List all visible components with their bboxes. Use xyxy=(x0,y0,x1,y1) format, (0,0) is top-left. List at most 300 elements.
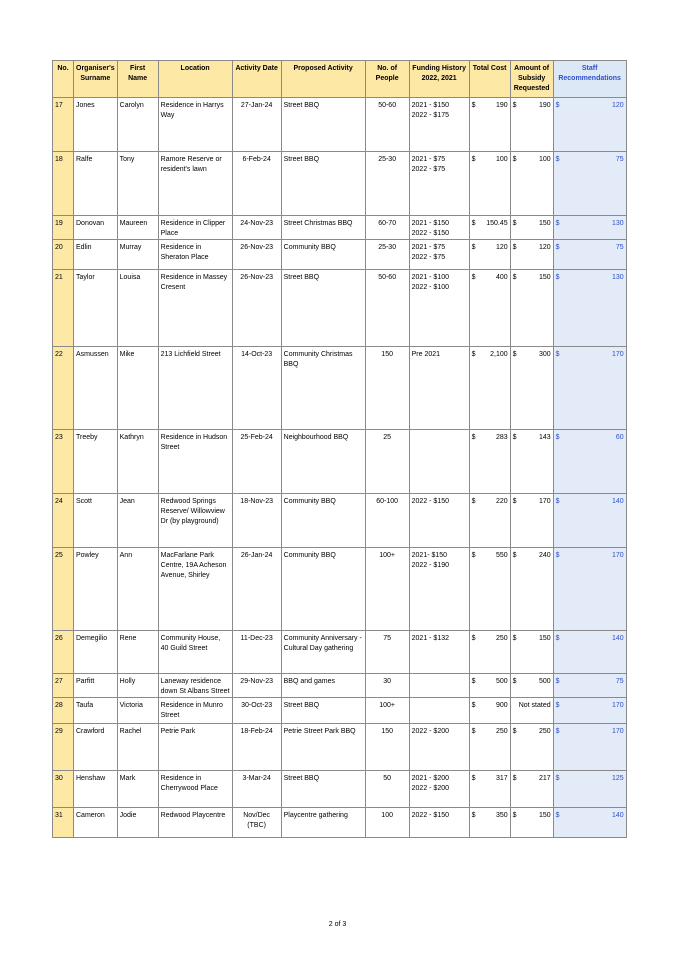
cell-activity-date: 14-Oct-23 xyxy=(232,347,281,430)
cell-total-cost xyxy=(469,674,510,698)
cell-no: 25 xyxy=(53,548,74,631)
table-row xyxy=(53,808,627,838)
total-cost-value: 317 xyxy=(495,775,508,782)
funding-history-line: 2021 - $132 xyxy=(411,635,450,642)
table-body xyxy=(53,98,627,838)
cell-staff-recommendation xyxy=(553,771,626,808)
cell-first-name: Kathryn xyxy=(117,430,158,494)
cell-funding-history xyxy=(409,430,469,494)
cell-people: 50-60 xyxy=(365,98,409,152)
currency-symbol: $ xyxy=(555,702,560,709)
currency-symbol: $ xyxy=(471,552,476,559)
funding-history-line: 2021 - $100 xyxy=(411,274,450,281)
staff-value: 170 xyxy=(611,351,624,358)
staff-value: 170 xyxy=(611,728,624,735)
cell-location: Residence in Massey Cresent xyxy=(158,270,232,347)
cell-total-cost xyxy=(469,631,510,674)
cell-surname: Asmussen xyxy=(74,347,118,430)
cell-activity-date: 26-Nov-23 xyxy=(232,240,281,270)
cell-first-name: Maureen xyxy=(117,216,158,240)
cell-activity-date: 26-Nov-23 xyxy=(232,270,281,347)
staff-value: 120 xyxy=(611,102,624,109)
subsidy-value: Not stated xyxy=(518,702,551,709)
cell-surname: Henshaw xyxy=(74,771,118,808)
currency-symbol: $ xyxy=(471,244,476,251)
cell-people: 25-30 xyxy=(365,240,409,270)
cell-location: Redwood Playcentre xyxy=(158,808,232,838)
cell-staff-recommendation xyxy=(553,98,626,152)
cell-funding-history xyxy=(409,98,469,152)
cell-proposed-activity: Community Anniversary - Cultural Day gathering xyxy=(281,631,365,674)
funding-history-line: 2021 - $75 xyxy=(411,244,446,251)
funding-history-line: 2022 - $200 xyxy=(411,728,450,735)
cell-activity-date: Nov/Dec (TBC) xyxy=(232,808,281,838)
cell-proposed-activity: Petrie Street Park BBQ xyxy=(281,724,365,771)
cell-funding-history xyxy=(409,347,469,430)
cell-activity-date: 18-Nov-23 xyxy=(232,494,281,548)
table-row xyxy=(53,548,627,631)
cell-no: 27 xyxy=(53,674,74,698)
currency-symbol: $ xyxy=(555,678,560,685)
subsidy-value: 150 xyxy=(538,812,551,819)
cell-location: Residence in Clipper Place xyxy=(158,216,232,240)
cell-total-cost xyxy=(469,698,510,724)
cell-location: Residence in Harrys Way xyxy=(158,98,232,152)
currency-symbol: $ xyxy=(512,351,517,358)
cell-activity-date: 11-Dec-23 xyxy=(232,631,281,674)
total-cost-value: 100 xyxy=(495,156,508,163)
staff-value: 130 xyxy=(611,220,624,227)
table-row xyxy=(53,674,627,698)
cell-proposed-activity: Street BBQ xyxy=(281,98,365,152)
currency-symbol: $ xyxy=(471,274,476,281)
cell-subsidy xyxy=(510,152,553,216)
cell-first-name: Jean xyxy=(117,494,158,548)
table-row xyxy=(53,698,627,724)
staff-value: 170 xyxy=(611,702,624,709)
cell-people: 60-70 xyxy=(365,216,409,240)
funding-table xyxy=(52,60,627,838)
staff-value: 140 xyxy=(611,812,624,819)
currency-symbol: $ xyxy=(471,775,476,782)
cell-no: 26 xyxy=(53,631,74,674)
table-row xyxy=(53,152,627,216)
cell-subsidy xyxy=(510,98,553,152)
cell-no: 23 xyxy=(53,430,74,494)
funding-history-line: 2022 - $190 xyxy=(411,562,450,569)
cell-proposed-activity: Street BBQ xyxy=(281,698,365,724)
header-row xyxy=(53,61,627,98)
cell-first-name: Mark xyxy=(117,771,158,808)
currency-symbol: $ xyxy=(471,498,476,505)
cell-people: 50 xyxy=(365,771,409,808)
cell-people: 50-60 xyxy=(365,270,409,347)
total-cost-value: 500 xyxy=(495,678,508,685)
currency-symbol: $ xyxy=(512,220,517,227)
cell-funding-history xyxy=(409,216,469,240)
staff-value: 75 xyxy=(615,678,624,685)
cell-subsidy xyxy=(510,674,553,698)
staff-value: 60 xyxy=(615,434,624,441)
cell-surname: Cameron xyxy=(74,808,118,838)
cell-staff-recommendation xyxy=(553,347,626,430)
cell-people: 100+ xyxy=(365,698,409,724)
currency-symbol: $ xyxy=(555,102,560,109)
currency-symbol: $ xyxy=(512,498,517,505)
funding-history-line: 2022 - $150 xyxy=(411,498,450,505)
cell-staff-recommendation xyxy=(553,240,626,270)
col-header-subsidy: Amount of Subsidy Requested xyxy=(510,61,553,98)
col-header-total-cost: Total Cost xyxy=(469,61,510,98)
total-cost-value: 400 xyxy=(495,274,508,281)
funding-history-line: Pre 2021 xyxy=(411,351,441,358)
cell-total-cost xyxy=(469,724,510,771)
cell-people: 30 xyxy=(365,674,409,698)
cell-total-cost xyxy=(469,152,510,216)
cell-total-cost xyxy=(469,494,510,548)
col-header-funding-history: Funding History 2022, 2021 xyxy=(409,61,469,98)
staff-value: 75 xyxy=(615,244,624,251)
cell-subsidy xyxy=(510,270,553,347)
cell-total-cost xyxy=(469,270,510,347)
cell-people: 75 xyxy=(365,631,409,674)
cell-activity-date: 6-Feb-24 xyxy=(232,152,281,216)
currency-symbol: $ xyxy=(512,244,517,251)
cell-total-cost xyxy=(469,771,510,808)
cell-subsidy xyxy=(510,240,553,270)
currency-symbol: $ xyxy=(471,102,476,109)
cell-location: Redwood Springs Reserve/ Willowview Dr (by playground) xyxy=(158,494,232,548)
cell-location: Residence in Munro Street xyxy=(158,698,232,724)
cell-activity-date: 24-Nov-23 xyxy=(232,216,281,240)
col-header-staff: Staff Recommendations xyxy=(553,61,626,98)
cell-proposed-activity: Community BBQ xyxy=(281,240,365,270)
table-row xyxy=(53,430,627,494)
cell-location: Residence in Sheraton Place xyxy=(158,240,232,270)
cell-subsidy xyxy=(510,698,553,724)
cell-activity-date: 26-Jan-24 xyxy=(232,548,281,631)
subsidy-value: 300 xyxy=(538,351,551,358)
cell-surname: Ralfe xyxy=(74,152,118,216)
cell-subsidy xyxy=(510,548,553,631)
currency-symbol: $ xyxy=(512,434,517,441)
total-cost-value: 220 xyxy=(495,498,508,505)
cell-proposed-activity: Community Christmas BBQ xyxy=(281,347,365,430)
cell-first-name: Jodie xyxy=(117,808,158,838)
subsidy-value: 170 xyxy=(538,498,551,505)
currency-symbol: $ xyxy=(512,728,517,735)
table-row xyxy=(53,631,627,674)
subsidy-value: 240 xyxy=(538,552,551,559)
currency-symbol: $ xyxy=(512,552,517,559)
funding-history-line: 2021- $150 xyxy=(411,552,448,559)
cell-people: 25-30 xyxy=(365,152,409,216)
cell-proposed-activity: BBQ and games xyxy=(281,674,365,698)
cell-total-cost xyxy=(469,216,510,240)
cell-first-name: Murray xyxy=(117,240,158,270)
funding-history-line: 2022 - $175 xyxy=(411,112,450,119)
currency-symbol: $ xyxy=(555,274,560,281)
table-row xyxy=(53,270,627,347)
currency-symbol: $ xyxy=(512,812,517,819)
cell-staff-recommendation xyxy=(553,698,626,724)
cell-total-cost xyxy=(469,430,510,494)
currency-symbol: $ xyxy=(471,220,476,227)
subsidy-value: 500 xyxy=(538,678,551,685)
cell-no: 20 xyxy=(53,240,74,270)
cell-no: 24 xyxy=(53,494,74,548)
cell-people: 60-100 xyxy=(365,494,409,548)
cell-surname: Crawford xyxy=(74,724,118,771)
cell-staff-recommendation xyxy=(553,430,626,494)
cell-first-name: Victoria xyxy=(117,698,158,724)
staff-value: 125 xyxy=(611,775,624,782)
cell-location: Residence in Hudson Street xyxy=(158,430,232,494)
total-cost-value: 283 xyxy=(495,434,508,441)
cell-no: 22 xyxy=(53,347,74,430)
cell-surname: Demegilio xyxy=(74,631,118,674)
cell-subsidy xyxy=(510,808,553,838)
cell-no: 31 xyxy=(53,808,74,838)
cell-surname: Jones xyxy=(74,98,118,152)
cell-location: Petrie Park xyxy=(158,724,232,771)
funding-history-line: 2021 - $150 xyxy=(411,102,450,109)
cell-location: 213 Lichfield Street xyxy=(158,347,232,430)
table-row xyxy=(53,240,627,270)
currency-symbol: $ xyxy=(555,244,560,251)
subsidy-value: 100 xyxy=(538,156,551,163)
subsidy-value: 143 xyxy=(538,434,551,441)
cell-staff-recommendation xyxy=(553,808,626,838)
cell-no: 17 xyxy=(53,98,74,152)
cell-total-cost xyxy=(469,98,510,152)
currency-symbol: $ xyxy=(471,434,476,441)
total-cost-value: 190 xyxy=(495,102,508,109)
staff-value: 130 xyxy=(611,274,624,281)
cell-proposed-activity: Community BBQ xyxy=(281,548,365,631)
currency-symbol: $ xyxy=(471,702,476,709)
cell-subsidy xyxy=(510,771,553,808)
cell-proposed-activity: Street BBQ xyxy=(281,270,365,347)
funding-history-line: 2022 - $150 xyxy=(411,812,450,819)
cell-location: MacFarlane Park Centre, 19A Acheson Avenue, Shirley xyxy=(158,548,232,631)
cell-total-cost xyxy=(469,347,510,430)
cell-first-name: Tony xyxy=(117,152,158,216)
cell-surname: Parfitt xyxy=(74,674,118,698)
cell-location: Community House, 40 Guild Street xyxy=(158,631,232,674)
cell-funding-history xyxy=(409,808,469,838)
cell-people: 100 xyxy=(365,808,409,838)
cell-staff-recommendation xyxy=(553,724,626,771)
currency-symbol: $ xyxy=(555,728,560,735)
cell-first-name: Carolyn xyxy=(117,98,158,152)
cell-location: Residence in Cherrywood Place xyxy=(158,771,232,808)
table-row xyxy=(53,494,627,548)
cell-subsidy xyxy=(510,216,553,240)
table-row xyxy=(53,347,627,430)
col-header-surname: Organiser's Surname xyxy=(74,61,118,98)
cell-staff-recommendation xyxy=(553,152,626,216)
currency-symbol: $ xyxy=(512,156,517,163)
subsidy-value: 150 xyxy=(538,635,551,642)
funding-history-line: 2022 - $150 xyxy=(411,230,450,237)
cell-subsidy xyxy=(510,430,553,494)
currency-symbol: $ xyxy=(512,635,517,642)
cell-proposed-activity: Street BBQ xyxy=(281,771,365,808)
currency-symbol: $ xyxy=(555,498,560,505)
cell-first-name: Holly xyxy=(117,674,158,698)
cell-people: 25 xyxy=(365,430,409,494)
funding-history-line: 2022 - $75 xyxy=(411,166,446,173)
col-header-activity-date: Activity Date xyxy=(232,61,281,98)
col-header-proposed-activity: Proposed Activity xyxy=(281,61,365,98)
cell-proposed-activity: Community BBQ xyxy=(281,494,365,548)
cell-staff-recommendation xyxy=(553,494,626,548)
currency-symbol: $ xyxy=(555,351,560,358)
cell-funding-history xyxy=(409,494,469,548)
staff-value: 140 xyxy=(611,498,624,505)
col-header-location: Location xyxy=(158,61,232,98)
cell-proposed-activity: Playcentre gathering xyxy=(281,808,365,838)
cell-activity-date: 29-Nov-23 xyxy=(232,674,281,698)
funding-history-line: 2021 - $200 xyxy=(411,775,450,782)
cell-proposed-activity: Neighbourhood BBQ xyxy=(281,430,365,494)
page-number: 2 of 3 xyxy=(328,921,347,928)
currency-symbol: $ xyxy=(471,351,476,358)
cell-first-name: Ann xyxy=(117,548,158,631)
cell-subsidy xyxy=(510,631,553,674)
cell-first-name: Rachel xyxy=(117,724,158,771)
cell-people: 150 xyxy=(365,724,409,771)
funding-history-line: 2022 - $100 xyxy=(411,284,450,291)
cell-surname: Edlin xyxy=(74,240,118,270)
currency-symbol: $ xyxy=(555,220,560,227)
cell-first-name: Rene xyxy=(117,631,158,674)
cell-first-name: Mike xyxy=(117,347,158,430)
subsidy-value: 217 xyxy=(538,775,551,782)
currency-symbol: $ xyxy=(471,812,476,819)
currency-symbol: $ xyxy=(555,156,560,163)
cell-staff-recommendation xyxy=(553,631,626,674)
cell-location: Ramore Reserve or resident's lawn xyxy=(158,152,232,216)
cell-surname: Scott xyxy=(74,494,118,548)
currency-symbol: $ xyxy=(471,156,476,163)
funding-history-line: 2022 - $200 xyxy=(411,785,450,792)
cell-first-name: Louisa xyxy=(117,270,158,347)
cell-subsidy xyxy=(510,494,553,548)
cell-funding-history xyxy=(409,152,469,216)
funding-history-line: 2021 - $75 xyxy=(411,156,446,163)
table-row xyxy=(53,98,627,152)
cell-surname: Treeby xyxy=(74,430,118,494)
total-cost-value: 250 xyxy=(495,635,508,642)
cell-funding-history xyxy=(409,698,469,724)
currency-symbol: $ xyxy=(555,434,560,441)
cell-funding-history xyxy=(409,548,469,631)
subsidy-value: 120 xyxy=(538,244,551,251)
currency-symbol: $ xyxy=(471,635,476,642)
cell-surname: Taylor xyxy=(74,270,118,347)
cell-funding-history xyxy=(409,674,469,698)
cell-staff-recommendation xyxy=(553,270,626,347)
cell-staff-recommendation xyxy=(553,674,626,698)
cell-surname: Donovan xyxy=(74,216,118,240)
cell-activity-date: 3-Mar-24 xyxy=(232,771,281,808)
cell-staff-recommendation xyxy=(553,216,626,240)
cell-funding-history xyxy=(409,771,469,808)
cell-activity-date: 27-Jan-24 xyxy=(232,98,281,152)
staff-value: 75 xyxy=(615,156,624,163)
cell-activity-date: 25-Feb-24 xyxy=(232,430,281,494)
cell-location: Laneway residence down St Albans Street xyxy=(158,674,232,698)
cell-no: 18 xyxy=(53,152,74,216)
total-cost-value: 150.45 xyxy=(486,220,508,227)
cell-subsidy xyxy=(510,347,553,430)
cell-subsidy xyxy=(510,724,553,771)
subsidy-value: 190 xyxy=(538,102,551,109)
cell-no: 30 xyxy=(53,771,74,808)
currency-symbol: $ xyxy=(555,635,560,642)
col-header-first-name: First Name xyxy=(117,61,158,98)
subsidy-value: 250 xyxy=(538,728,551,735)
total-cost-value: 550 xyxy=(495,552,508,559)
cell-funding-history xyxy=(409,270,469,347)
cell-total-cost xyxy=(469,808,510,838)
total-cost-value: 2,100 xyxy=(490,351,508,358)
cell-proposed-activity: Street Christmas BBQ xyxy=(281,216,365,240)
currency-symbol: $ xyxy=(471,678,476,685)
cell-staff-recommendation xyxy=(553,548,626,631)
cell-total-cost xyxy=(469,548,510,631)
subsidy-value: 150 xyxy=(538,220,551,227)
total-cost-value: 350 xyxy=(495,812,508,819)
currency-symbol: $ xyxy=(555,812,560,819)
funding-history-line: 2022 - $75 xyxy=(411,254,446,261)
table-row xyxy=(53,216,627,240)
col-header-no: No. xyxy=(53,61,74,98)
total-cost-value: 250 xyxy=(495,728,508,735)
cell-proposed-activity: Street BBQ xyxy=(281,152,365,216)
cell-people: 150 xyxy=(365,347,409,430)
table-row xyxy=(53,771,627,808)
cell-funding-history xyxy=(409,631,469,674)
staff-value: 140 xyxy=(611,635,624,642)
staff-value: 170 xyxy=(611,552,624,559)
total-cost-value: 120 xyxy=(495,244,508,251)
total-cost-value: 900 xyxy=(495,702,508,709)
currency-symbol: $ xyxy=(512,102,517,109)
subsidy-value: 150 xyxy=(538,274,551,281)
cell-no: 21 xyxy=(53,270,74,347)
cell-no: 29 xyxy=(53,724,74,771)
funding-history-line: 2021 - $150 xyxy=(411,220,450,227)
cell-surname: Powley xyxy=(74,548,118,631)
cell-activity-date: 18-Feb-24 xyxy=(232,724,281,771)
cell-funding-history xyxy=(409,724,469,771)
table-row xyxy=(53,724,627,771)
currency-symbol: $ xyxy=(555,775,560,782)
cell-no: 19 xyxy=(53,216,74,240)
cell-surname: Taufa xyxy=(74,698,118,724)
currency-symbol: $ xyxy=(512,274,517,281)
cell-activity-date: 30-Oct-23 xyxy=(232,698,281,724)
currency-symbol: $ xyxy=(512,775,517,782)
cell-people: 100+ xyxy=(365,548,409,631)
currency-symbol: $ xyxy=(512,678,517,685)
col-header-people: No. of People xyxy=(365,61,409,98)
cell-total-cost xyxy=(469,240,510,270)
cell-no: 28 xyxy=(53,698,74,724)
